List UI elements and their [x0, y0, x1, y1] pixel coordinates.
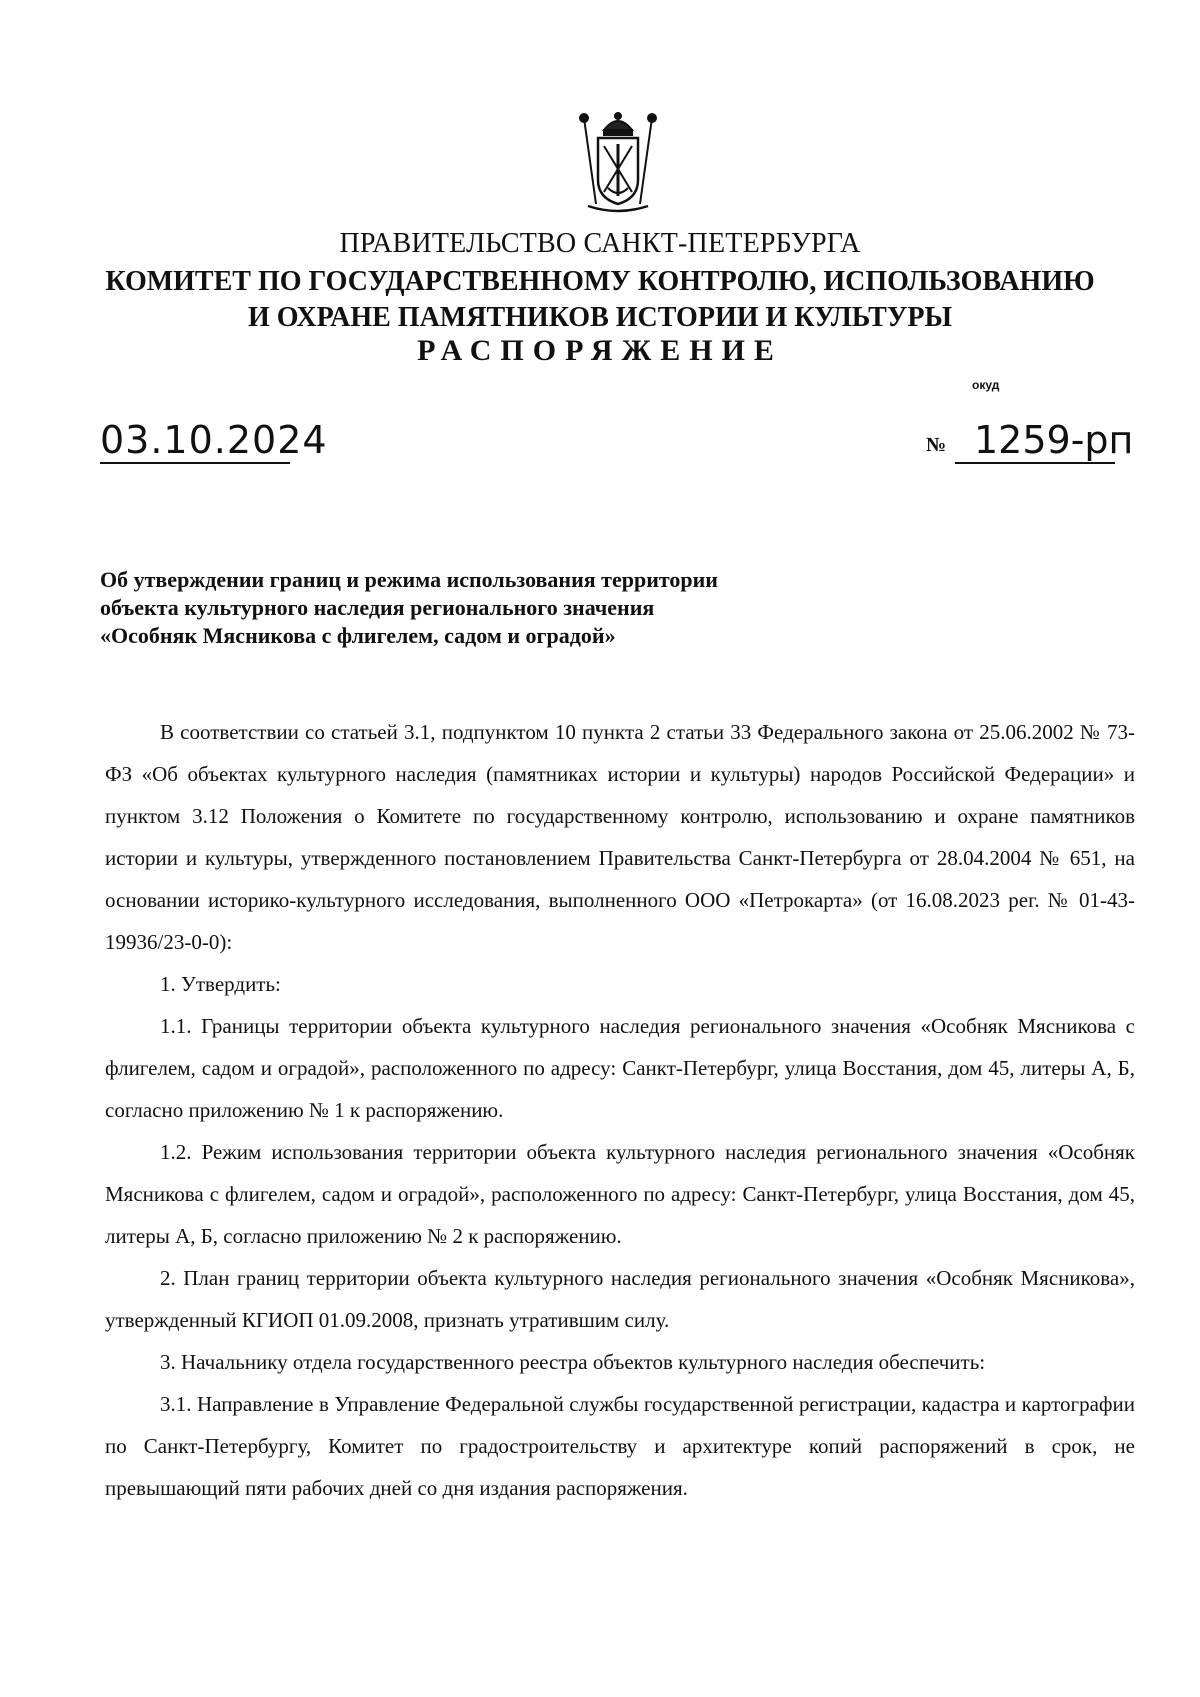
committee-line-1: КОМИТЕТ ПО ГОСУДАРСТВЕННОМУ КОНТРОЛЮ, ИСПОЛЬЗОВАНИЮ — [105, 266, 1095, 297]
paragraph-1-1: 1.1. Границы территории объекта культурного наследия регионального значения «Особняк Мясникова с флигелем, садом и оградой», расположенного по адресу: Санкт-Петербург, улица Восстания, дом 45, литеры А, Б, согласно приложению № 1 к распоряжению. — [105, 1014, 1135, 1122]
document-type: РАСПОРЯЖЕНИЕ — [417, 334, 783, 367]
okud-label: окуд — [972, 378, 1000, 392]
paragraph-1-2: 1.2. Режим использования территории объекта культурного наследия регионального значения «Особняк Мясникова с флигелем, садом и оградой», расположенного по адресу: Санкт-Петербург, улица Восстания, дом 45, литеры А, Б, согласно приложению № 2 к распоряжению. — [105, 1140, 1135, 1248]
document-subject — [100, 566, 718, 650]
paragraph-3-1: 3.1. Направление в Управление Федеральной службы государственной регистрации, кадастра и картографии по Санкт-Петербургу, Комитет по градостроительству и архитектуре копий распоряжений в срок, не превышающий пяти рабочих дней со дня издания распоряжения. — [105, 1392, 1135, 1500]
number-sign: № — [926, 434, 947, 456]
document-body — [105, 711, 1135, 1509]
paragraph-1: 1. Утвердить: — [160, 972, 281, 996]
subject-line-3: «Особняк Мясникова с флигелем, садом и оградой» — [100, 623, 616, 648]
document-date: 03.10.2024 — [100, 418, 328, 462]
date-underline — [100, 462, 290, 464]
government-name: ПРАВИТЕЛЬСТВО САНКТ-ПЕТЕРБУРГА — [339, 228, 861, 259]
paragraph-2: 2. План границ территории объекта культурного наследия регионального значения «Особняк Мясникова», утвержденный КГИОП 01.09.2008, признать утратившим силу. — [105, 1266, 1135, 1332]
number-underline — [955, 462, 1115, 464]
document-number: 1259-рп — [974, 418, 1134, 462]
committee-name — [0, 264, 1200, 336]
coat-of-arms-icon — [570, 108, 666, 218]
paragraph-preamble: В соответствии со статьей 3.1, подпунктом 10 пункта 2 статьи 33 Федерального закона от 25.06.2002 № 73-ФЗ «Об объектах культурного наследия (памятниках истории и культуры) народов Российской Федерации» и пунктом 3.12 Положения о Комитете по государственному контролю, использованию и охране памятников истории и культуры, утвержденного постановлением Правительства Санкт-Петербурга от 28.04.2004 № 651, на основании историко-культурного исследования, выполненного ООО «Петрокарта» (от 16.08.2023 рег. № 01-43-19936/23-0-0): — [105, 720, 1135, 954]
paragraph-3: 3. Начальнику отдела государственного реестра объектов культурного наследия обеспечить: — [160, 1350, 986, 1374]
subject-line-1: Об утверждении границ и режима использования территории — [100, 567, 718, 592]
subject-line-2: объекта культурного наследия регионального значения — [100, 595, 655, 620]
committee-line-2: И ОХРАНЕ ПАМЯТНИКОВ ИСТОРИИ И КУЛЬТУРЫ — [248, 302, 952, 333]
